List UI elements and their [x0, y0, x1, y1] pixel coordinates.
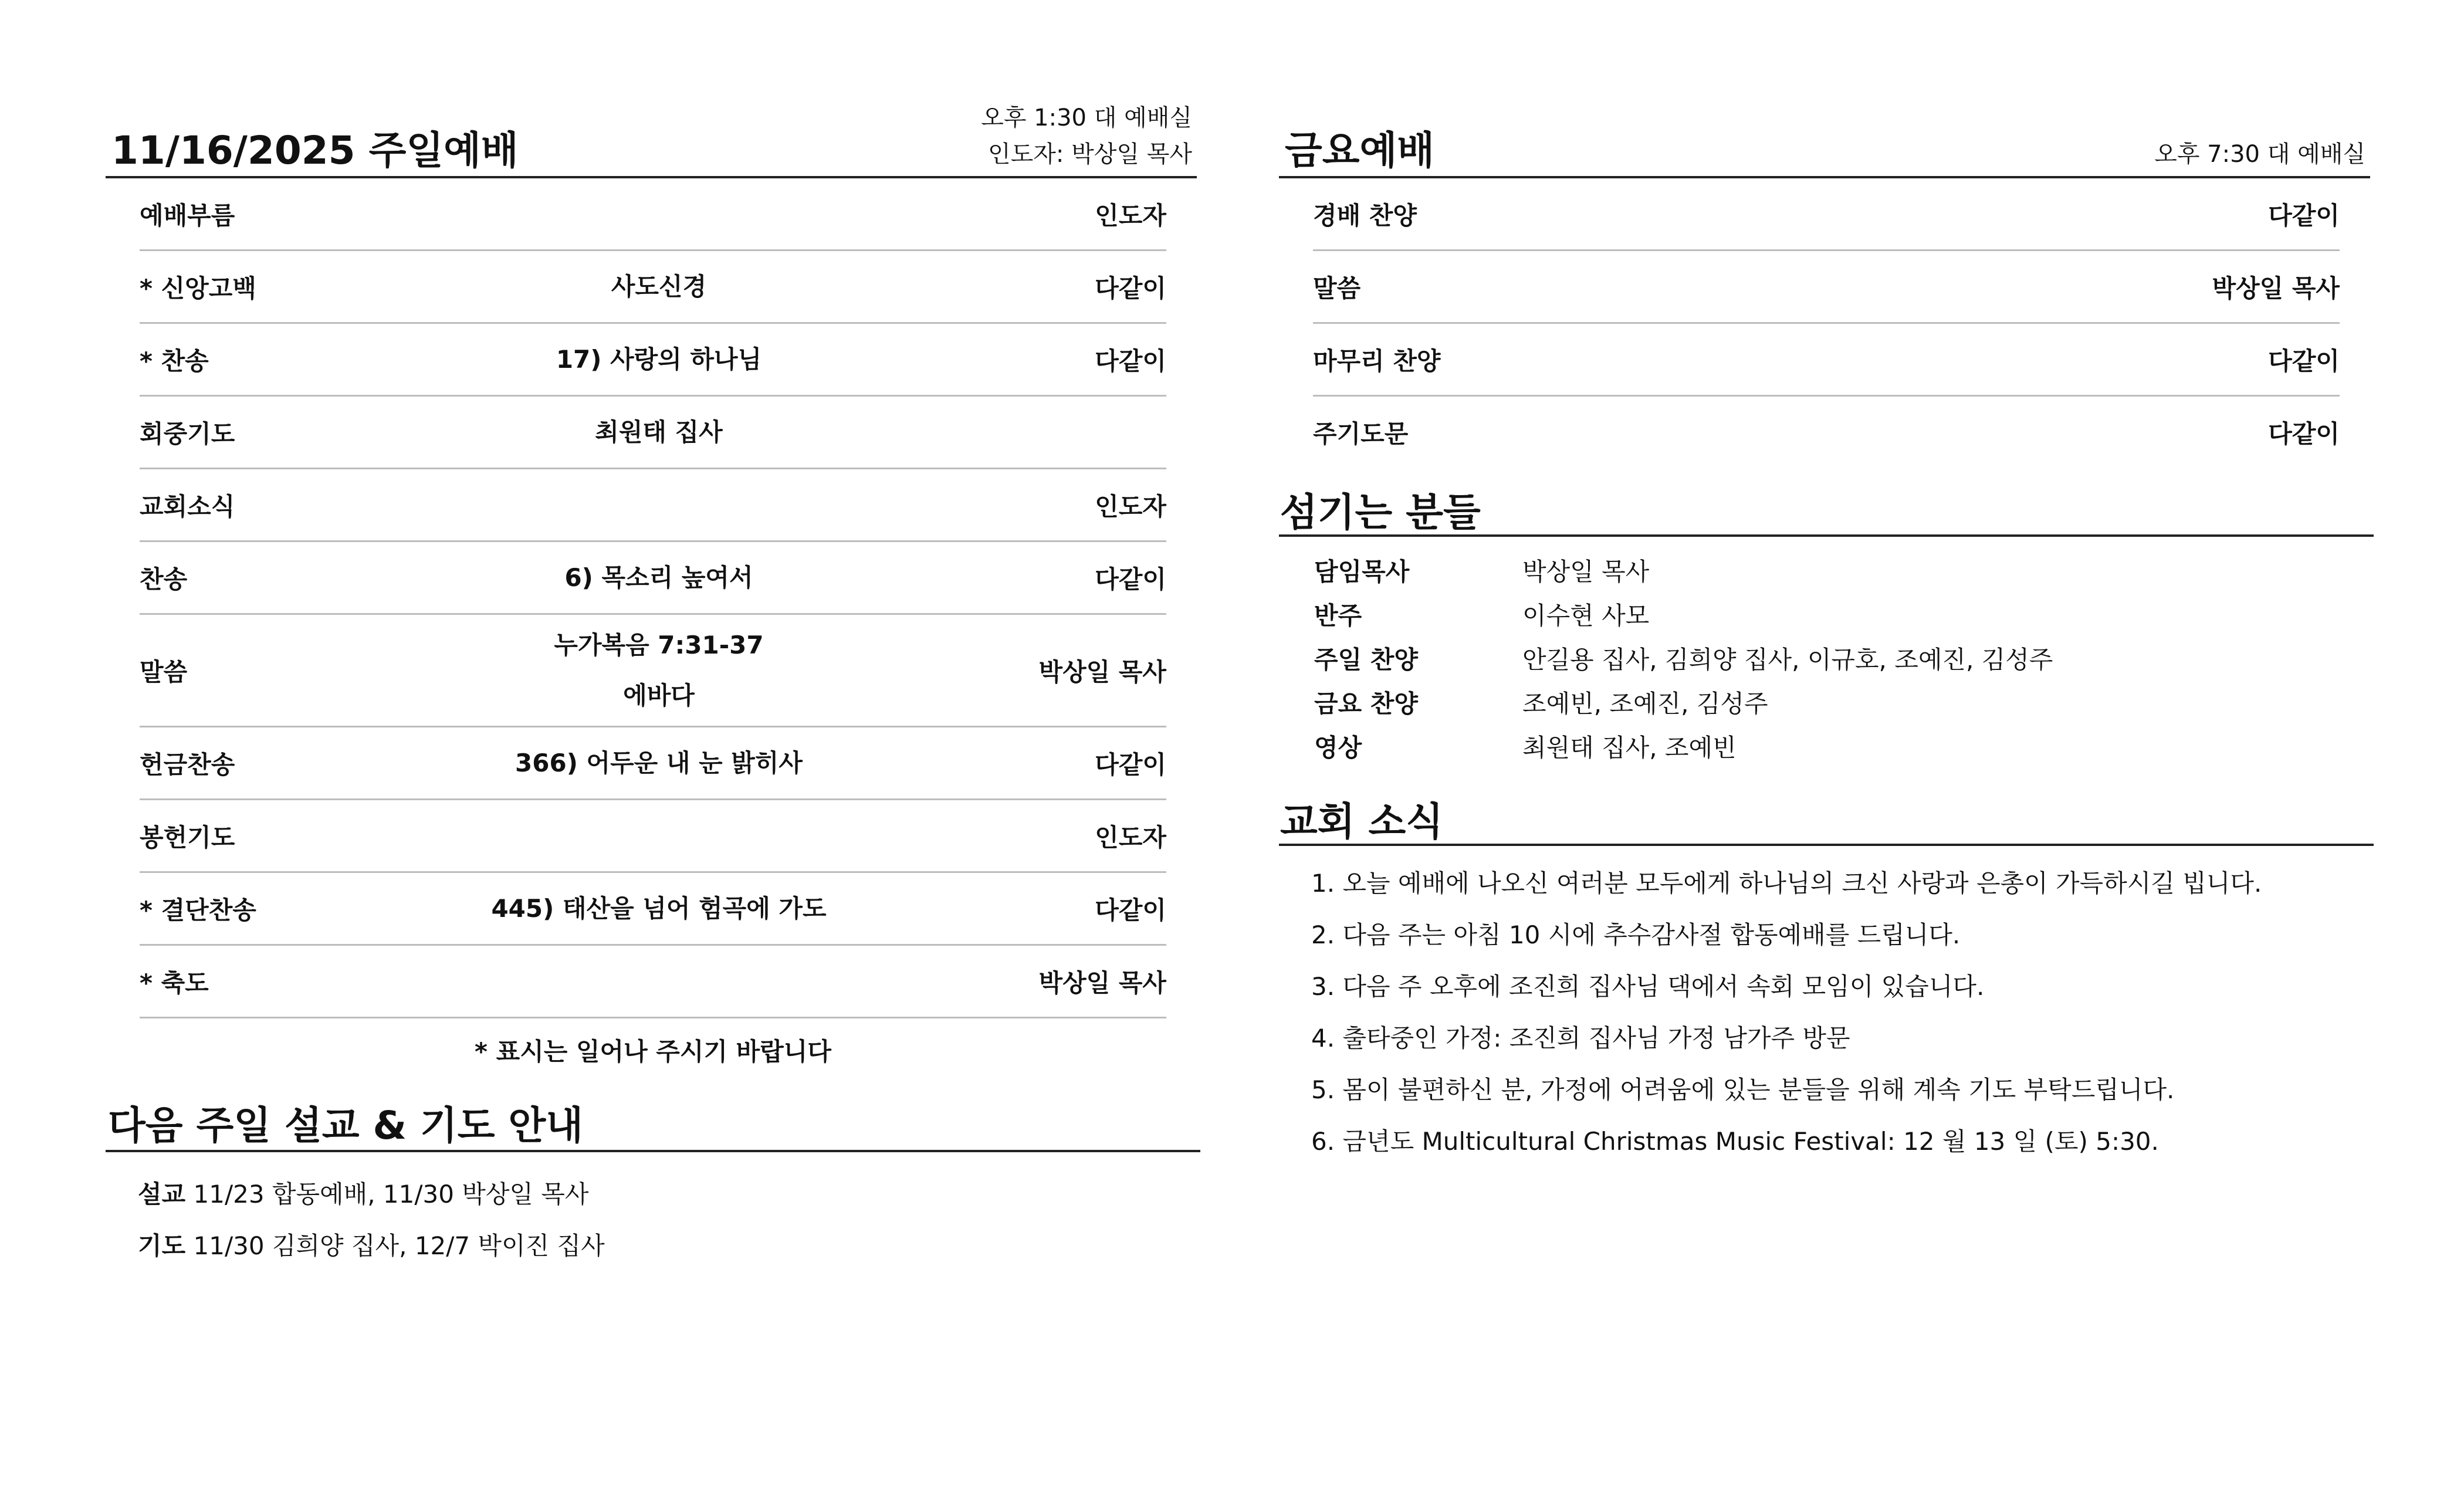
servant-row [1314, 682, 2370, 726]
program-item-name: 교회소식 [140, 492, 235, 521]
standing-note: * 표시는 일어나 주시기 바랍니다 [475, 1037, 831, 1066]
sermon-text: 11/23 합동예배, 11/30 박상일 목사 [193, 1180, 589, 1209]
program-item-leader: 다같이 [1095, 750, 1166, 779]
program-item-leader: 다같이 [2268, 419, 2340, 448]
program-row [140, 873, 1166, 946]
program-item-leader: 인도자 [1095, 492, 1166, 521]
sunday-service-header [106, 101, 1197, 178]
next-week-header [106, 1102, 1200, 1152]
program-item-name: * 찬송 [140, 346, 209, 375]
servant-names: 최원태 집사, 조예빈 [1522, 733, 1737, 762]
servants-list [1314, 550, 2370, 770]
news-item: 2. 다음 주는 아침 10 시에 추수감사절 합동예배를 드립니다. [1311, 920, 1961, 949]
servant-role: 담임목사 [1314, 557, 1410, 586]
program-item-name: 말씀 [140, 657, 188, 686]
sunday-service-title: 11/16/2025 주일예배 [111, 128, 519, 173]
servant-role: 금요 찬양 [1314, 689, 1418, 718]
program-item-detail: 445) 태산을 넘어 험곡에 가도 [491, 893, 827, 923]
sunday-leader: 인도자: 박상일 목사 [987, 141, 1192, 168]
news-header [1279, 793, 2374, 846]
program-item-name: * 결단찬송 [140, 895, 256, 925]
servant-row [1314, 726, 2370, 770]
program-row [140, 324, 1166, 397]
program-row [1313, 397, 2340, 468]
program-row [140, 469, 1166, 542]
right-column [1279, 0, 2370, 1167]
servant-role: 반주 [1314, 601, 1362, 630]
program-item-name: * 축도 [140, 968, 209, 997]
sunday-program-list [140, 178, 1166, 1018]
program-item-name: * 신앙고백 [140, 273, 256, 303]
program-item-leader: 인도자 [1095, 823, 1166, 852]
program-row [140, 397, 1166, 469]
program-row [140, 800, 1166, 873]
news-list [1311, 858, 2370, 1167]
servants-header [1279, 484, 2374, 537]
prayer-schedule [138, 1220, 1197, 1272]
program-item-detail: 17) 사랑의 하나님 [556, 344, 762, 374]
program-item-leader: 다같이 [1095, 273, 1166, 303]
program-item-name: 회중기도 [140, 419, 235, 448]
news-item: 4. 출타중인 가정: 조진희 집사님 가정 남가주 방문 [1311, 1024, 1850, 1052]
program-item-leader: 박상일 목사 [1038, 657, 1166, 686]
servant-role: 영상 [1314, 733, 1362, 762]
next-week-title: 다음 주일 설교 & 기도 안내 [108, 1103, 584, 1148]
program-row [140, 727, 1166, 800]
servant-role: 주일 찬양 [1314, 645, 1418, 674]
program-row [1313, 178, 2340, 251]
news-item: 3. 다음 주 오후에 조진희 집사님 댁에서 속회 모임이 있습니다. [1311, 972, 1985, 1001]
news-item: 6. 금년도 Multicultural Christmas Music Festival: 12 월 13 일 (토) 5:30. [1311, 1127, 2159, 1156]
prayer-label: 기도 [138, 1231, 186, 1260]
sermon-title: 에바다 [623, 681, 695, 710]
program-item-name: 헌금찬송 [140, 750, 235, 779]
servant-names: 조예빈, 조예진, 김성주 [1522, 689, 1768, 718]
program-item-leader: 다같이 [2268, 346, 2340, 375]
news-title: 교회 소식 [1280, 799, 1444, 844]
servant-names: 안길용 집사, 김희양 집사, 이규호, 조예진, 김성주 [1522, 645, 2053, 674]
program-row [140, 251, 1166, 324]
program-item-name: 경배 찬양 [1313, 201, 1417, 230]
program-item-leader: 다같이 [1095, 346, 1166, 375]
friday-program-list [1313, 178, 2340, 468]
friday-time-place: 오후 7:30 대 예배실 [2154, 141, 2365, 168]
servant-row [1314, 594, 2370, 638]
program-item-leader: 다같이 [1095, 895, 1166, 925]
program-row [1313, 324, 2340, 397]
news-item: 1. 오늘 예배에 나오신 여러분 모두에게 하나님의 크신 사랑과 은총이 가득하시길 빕니다. [1311, 869, 2262, 898]
program-item-leader: 다같이 [2268, 201, 2340, 230]
program-row [1313, 251, 2340, 324]
servant-names: 박상일 목사 [1522, 557, 1650, 586]
servant-row [1314, 550, 2370, 594]
sermon-label: 설교 [138, 1180, 186, 1209]
program-item-name: 주기도문 [1313, 419, 1409, 448]
next-week-info [138, 1169, 1197, 1272]
servants-title: 섬기는 분들 [1280, 490, 1481, 535]
servant-names: 이수현 사모 [1522, 601, 1650, 630]
program-item-detail: 최원태 집사 [595, 417, 723, 446]
program-item-name: 말씀 [1313, 273, 1361, 303]
left-column [106, 0, 1197, 1272]
program-item-name: 봉헌기도 [140, 823, 235, 852]
program-item-name: 마무리 찬양 [1313, 346, 1441, 375]
program-row [140, 178, 1166, 251]
sunday-service-meta [981, 100, 1192, 172]
program-item-detail: 6) 목소리 높여서 [564, 563, 753, 592]
program-item-detail: 사도신경 [611, 272, 707, 301]
program-item-detail [554, 620, 763, 721]
program-row [140, 542, 1166, 615]
sermon-schedule [138, 1169, 1197, 1220]
program-item-name: 예배부름 [140, 201, 235, 230]
news-item: 5. 몸이 불편하신 분, 가정에 어려움에 있는 분들을 위해 계속 기도 부탁드립니다. [1311, 1075, 2175, 1104]
prayer-text: 11/30 김희양 집사, 12/7 박이진 집사 [193, 1231, 605, 1260]
friday-service-header [1279, 101, 2370, 178]
program-row [140, 615, 1166, 727]
program-item-name: 찬송 [140, 564, 188, 594]
program-item-leader: 인도자 [1095, 201, 1166, 230]
friday-service-title: 금요예배 [1285, 128, 1435, 173]
sunday-time-place: 오후 1:30 대 예배실 [981, 104, 1192, 131]
program-item-leader: 박상일 목사 [2212, 273, 2340, 303]
scripture-reference: 누가복음 7:31-37 [554, 630, 764, 659]
servant-row [1314, 638, 2370, 682]
program-item-leader: 박상일 목사 [1038, 968, 1166, 997]
program-item-detail: 366) 어두운 내 눈 밝히사 [515, 748, 803, 777]
program-item-leader: 다같이 [1095, 564, 1166, 594]
program-row [140, 946, 1166, 1018]
